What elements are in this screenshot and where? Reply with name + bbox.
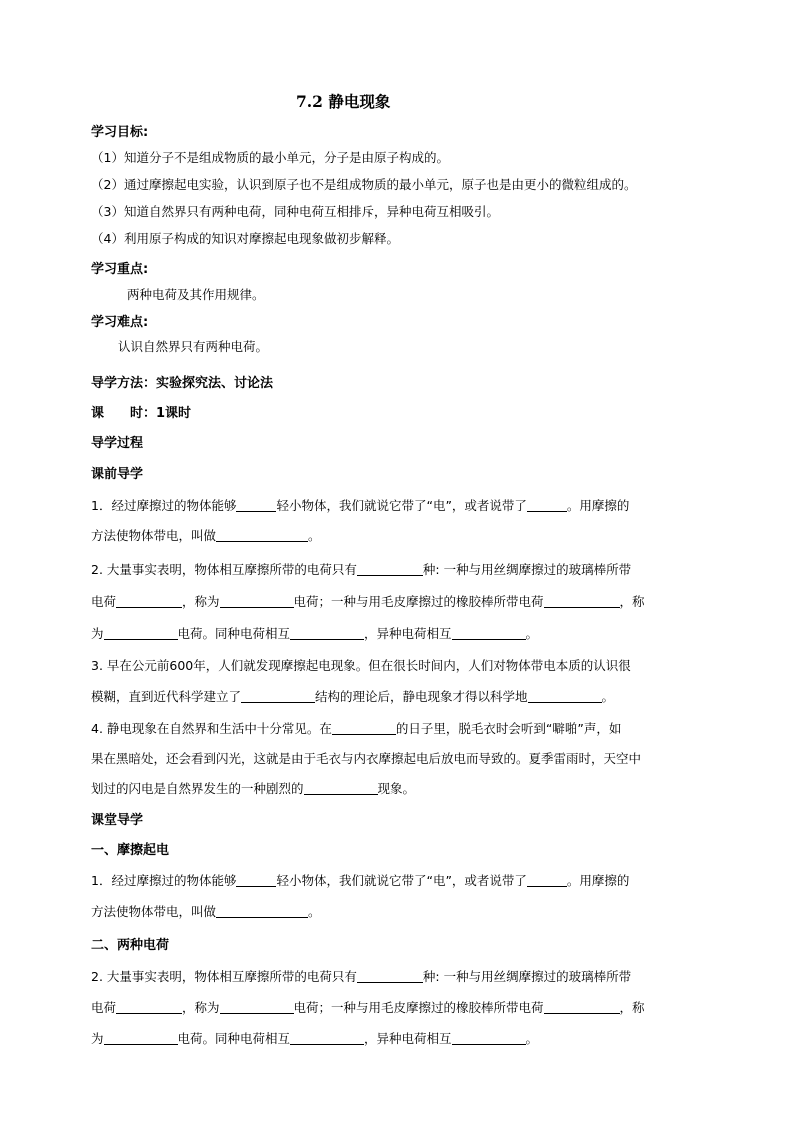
class-question-2-line-3 bbox=[91, 1029, 538, 1047]
question-text: ，称 bbox=[619, 594, 645, 609]
objectives-heading: 学习目标: bbox=[91, 125, 149, 140]
question-text: 。用摩擦的 bbox=[566, 498, 630, 513]
class-question-2-line-1 bbox=[91, 967, 631, 985]
period-label: 课 时： bbox=[91, 406, 157, 421]
question-text: ，异种电荷相互 bbox=[364, 1031, 452, 1046]
question-text: 模糊，直到近代科学建立了 bbox=[91, 689, 242, 704]
question-text: 电荷；一种与用毛皮摩擦过的橡胶棒所带电荷 bbox=[293, 594, 544, 609]
fill-blank[interactable] bbox=[527, 873, 567, 887]
question-text: 。 bbox=[308, 904, 321, 919]
fill-blank[interactable] bbox=[220, 1000, 294, 1014]
period-value: 1课时 bbox=[156, 406, 192, 421]
question-text: 。用摩擦的 bbox=[566, 873, 630, 888]
fill-blank[interactable] bbox=[290, 1031, 364, 1045]
fill-blank[interactable] bbox=[104, 626, 178, 640]
fill-blank[interactable] bbox=[304, 781, 378, 795]
question-text: 轻小物体，我们就说它带了“电”，或者说带了 bbox=[276, 873, 527, 888]
question-text: 方法使物体带电，叫做 bbox=[91, 528, 217, 543]
question-1-line-1 bbox=[91, 496, 629, 514]
question-2-line-2 bbox=[91, 592, 645, 610]
fill-blank[interactable] bbox=[104, 1031, 178, 1045]
question-1-line-2 bbox=[91, 526, 321, 544]
fill-blank[interactable] bbox=[452, 626, 526, 640]
objective-item: （1）知道分子不是组成物质的最小单元，分子是由原子构成的。 bbox=[91, 150, 449, 165]
question-text: 。 bbox=[601, 689, 615, 704]
question-text: 1．经过摩擦过的物体能够 bbox=[91, 498, 237, 513]
pre-class-heading: 课前导学 bbox=[91, 467, 144, 482]
fill-blank[interactable] bbox=[116, 1000, 182, 1014]
question-text: 2. 大量事实表明，物体相互摩擦所带的电荷只有 bbox=[91, 562, 357, 577]
in-class-heading: 课堂导学 bbox=[91, 813, 144, 828]
fill-blank[interactable] bbox=[527, 498, 567, 512]
objective-item: （3）知道自然界只有两种电荷，同种电荷互相排斥，异种电荷互相吸引。 bbox=[91, 204, 499, 219]
section-1-heading: 一、摩擦起电 bbox=[91, 843, 170, 858]
question-text: 1．经过摩擦过的物体能够 bbox=[91, 873, 237, 888]
question-text: 电荷。同种电荷相互 bbox=[177, 1031, 291, 1046]
class-question-1-line-1 bbox=[91, 871, 629, 889]
fill-blank[interactable] bbox=[528, 689, 602, 703]
fill-blank[interactable] bbox=[241, 689, 315, 703]
question-text: ，称为 bbox=[182, 594, 220, 609]
question-text: 。 bbox=[308, 528, 321, 543]
fill-blank[interactable] bbox=[452, 1031, 526, 1045]
difficulties-heading: 学习难点: bbox=[91, 315, 149, 330]
period-line bbox=[91, 402, 191, 421]
fill-blank[interactable] bbox=[357, 562, 423, 576]
question-text: 2. 大量事实表明，物体相互摩擦所带的电荷只有 bbox=[91, 969, 357, 984]
question-text: ，异种电荷相互 bbox=[364, 626, 452, 641]
fill-blank[interactable] bbox=[236, 498, 276, 512]
question-text: ，称为 bbox=[182, 1000, 220, 1015]
question-4-line-1 bbox=[91, 719, 621, 737]
question-text: 为 bbox=[91, 626, 104, 641]
question-4-line-3 bbox=[91, 779, 415, 797]
question-text: 现象。 bbox=[377, 781, 416, 796]
question-text: 电荷。同种电荷相互 bbox=[177, 626, 291, 641]
question-text: 为 bbox=[91, 1031, 104, 1046]
fill-blank[interactable] bbox=[290, 626, 364, 640]
fill-blank[interactable] bbox=[332, 721, 396, 735]
question-2-line-3 bbox=[91, 624, 538, 642]
question-text: 4. 静电现象在自然界和生活中十分常见。在 bbox=[91, 721, 332, 736]
question-text: 种: 一种与用丝绸摩擦过的玻璃棒所带 bbox=[422, 562, 632, 577]
question-text: 轻小物体，我们就说它带了“电”，或者说带了 bbox=[276, 498, 527, 513]
fill-blank[interactable] bbox=[544, 594, 620, 608]
key-points-text: 两种电荷及其作用规律。 bbox=[127, 287, 265, 302]
process-heading: 导学过程 bbox=[91, 436, 144, 451]
fill-blank[interactable] bbox=[544, 1000, 620, 1014]
page-title: 7.2 静电现象 bbox=[296, 92, 391, 111]
objective-item: （4）利用原子构成的知识对摩擦起电现象做初步解释。 bbox=[91, 231, 399, 246]
question-text: ，称 bbox=[619, 1000, 645, 1015]
question-text: 电荷；一种与用毛皮摩擦过的橡胶棒所带电荷 bbox=[293, 1000, 544, 1015]
question-text: 电荷 bbox=[91, 594, 117, 609]
question-3-line-2 bbox=[91, 687, 614, 705]
class-question-2-line-2 bbox=[91, 998, 645, 1016]
fill-blank[interactable] bbox=[116, 594, 182, 608]
class-question-1-line-2 bbox=[91, 902, 321, 920]
question-text: 的日子里，脱毛衣时会听到“噼啪”声，如 bbox=[395, 721, 622, 736]
objective-item: （2）通过摩擦起电实验，认识到原子也不是组成物质的最小单元，原子也是由更小的微粒组成的。 bbox=[91, 177, 637, 192]
fill-blank[interactable] bbox=[357, 969, 423, 983]
fill-blank[interactable] bbox=[216, 904, 308, 918]
fill-blank[interactable] bbox=[236, 873, 276, 887]
question-text: 结构的理论后，静电现象才得以科学地 bbox=[315, 689, 528, 704]
section-2-heading: 二、两种电荷 bbox=[91, 938, 170, 953]
difficulties-text: 认识自然界只有两种电荷。 bbox=[118, 339, 269, 354]
question-text: 电荷 bbox=[91, 1000, 117, 1015]
question-4-line-2: 果在黑暗处，还会看到闪光，这就是由于毛衣与内衣摩擦起电后放电而导致的。夏季雷雨时，天空中 bbox=[91, 751, 642, 766]
question-text: 。 bbox=[525, 626, 539, 641]
question-text: 方法使物体带电，叫做 bbox=[91, 904, 217, 919]
question-text: 划过的闪电是自然界发生的一种剧烈的 bbox=[91, 781, 304, 796]
question-3-line-1: 3. 早在公元前600年，人们就发现摩擦起电现象。但在很长时间内，人们对物体带电本质的认识很 bbox=[91, 658, 631, 673]
method-line: 导学方法：实验探究法、讨论法 bbox=[91, 376, 274, 391]
question-text: 。 bbox=[525, 1031, 539, 1046]
fill-blank[interactable] bbox=[216, 528, 308, 542]
question-2-line-1 bbox=[91, 560, 631, 578]
fill-blank[interactable] bbox=[220, 594, 294, 608]
question-text: 种: 一种与用丝绸摩擦过的玻璃棒所带 bbox=[422, 969, 632, 984]
key-points-heading: 学习重点: bbox=[91, 262, 149, 277]
